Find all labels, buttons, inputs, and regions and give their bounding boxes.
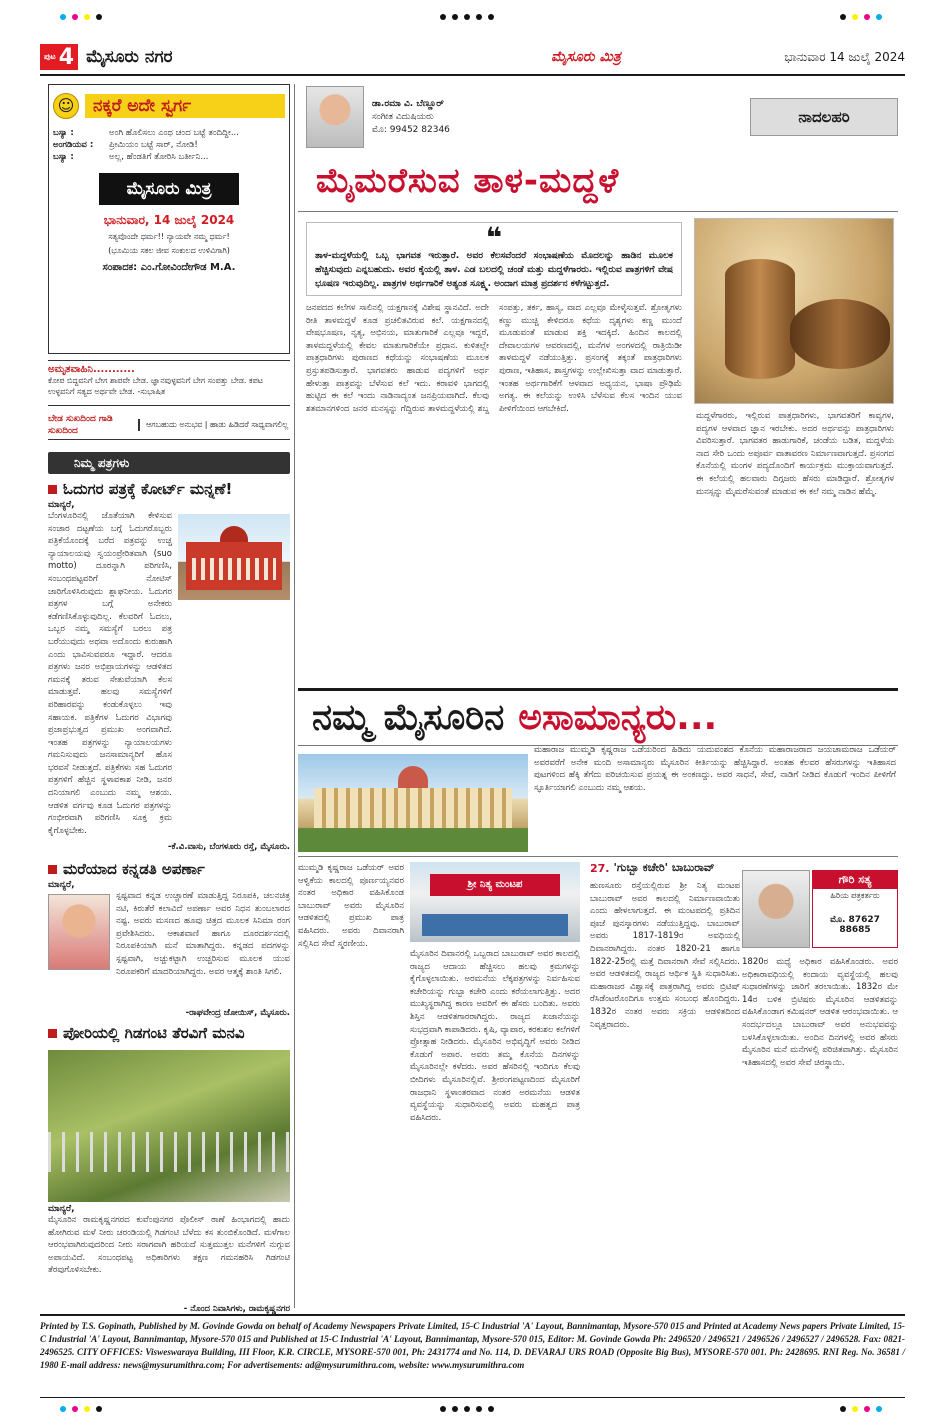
nithya-mantapa-photo [410, 862, 580, 942]
humor-dialogue [53, 127, 285, 163]
issue-date: ಭಾನುವಾರ 14 ಜುಲೈ 2024 [784, 49, 905, 64]
series-headline-part2: ಅಸಾಮಾನ್ಯರು... [518, 697, 718, 738]
feature-headline: ಮೈಮರೆಸುವ ತಾಳ-ಮದ್ದಳೆ [298, 150, 898, 212]
letters-banner: ನಿಮ್ಮ ಪತ್ರಗಳು [48, 452, 290, 474]
columnist-name: ಗೌರಿ ಸತ್ಯ [813, 871, 897, 889]
author-phone: ಮೊ: 99452 82346 [372, 124, 450, 135]
photo-structure [422, 914, 568, 936]
letter-3-title [48, 1024, 290, 1042]
feature-body-text: ಜನಪದದ ಕಲೆಗಳ ಸಾಲಿನಲ್ಲಿ ಯಕ್ಷಗಾನಕ್ಕೆ ವಿಶೇಷ ಸ್ಥಾನವಿದೆ. ಅದೇ ರೀತಿ ತಾಳಮದ್ದಳೆ ಕೂಡ ಪ್ರಚಲಿತವಿರುವ ಕಲೆ. ಯಕ್ಷಗಾನದಲ್ಲಿ ವೇಷಭೂಷಣ, ನೃತ್ಯ, ಅಭಿನಯ, ಮಾತುಗಾರಿಕೆ ಎಲ್ಲವೂ ಇದ್ದರೆ, ತಾಳಮದ್ದಳೆಯಲ್ಲಿ ಕೇವಲ ಮಾತುಗಾರಿಕೆಯೇ ಪ್ರಧಾನ. ಕುಳಿತಲ್ಲೇ ಪಾತ್ರಧಾರಿಗಳು ಪುರಾಣದ ಕಥೆಯನ್ನು ಸಂಭಾಷಣೆಯ ಮೂಲಕ ಪ್ರಸ್ತುತಪಡಿಸುತ್ತಾರೆ. ಭಾಗವತರು ಹಾಡುವ ಪದ್ಯಗಳಿಗೆ ಅರ್ಥ ಹೇಳುತ್ತಾ ಪಾತ್ರವನ್ನು ಬೆಳೆಸುವ ಕಲೆ ಇದು. ಕರಾವಳಿ ಭಾಗದಲ್ಲಿ ಹುಟ್ಟಿದ ಈ ಕಲೆ ಇಂದು ನಾಡಿನಾದ್ಯಂತ ಜನಪ್ರಿಯವಾಗಿದೆ. ಕೆಲವು ಶತಮಾನಗಳಿಂದ ಜನರ ಮನಸ್ಸನ್ನು ಗೆದ್ದಿರುವ ತಾಳಮದ್ದಳೆಯಲ್ಲಿ ಶಬ್ದ ಸಂಪತ್ತು, ತರ್ಕ, ಹಾಸ್ಯ, ವಾದ ಎಲ್ಲವೂ ಮೇಳೈಸುತ್ತವೆ. ಶ್ರೋತೃಗಳು ಕಣ್ಣು ಮುಚ್ಚಿ ಕೇಳಿದರೂ ಕಥೆಯ ದೃಶ್ಯಗಳು ಕಣ್ಣ ಮುಂದೆ ಮೂಡುವಂತೆ ಮಾಡುವ ಶಕ್ತಿ ಇದಕ್ಕಿದೆ. ಹಿಂದಿನ ಕಾಲದಲ್ಲಿ ದೇವಾಲಯಗಳ ಆವರಣದಲ್ಲಿ, ಮನೆಗಳ ಅಂಗಳದಲ್ಲಿ ರಾತ್ರಿಯಿಡೀ ತಾಳಮದ್ದಳೆ ನಡೆಯುತ್ತಿತ್ತು. ಪ್ರಸಂಗಕ್ಕೆ ತಕ್ಕಂತೆ ಪಾತ್ರಧಾರಿಗಳು ಪುರಾಣ, ಇತಿಹಾಸ, ಶಾಸ್ತ್ರಗಳನ್ನು ಉಲ್ಲೇಖಿಸುತ್ತಾ ವಾದ ಮಾಡುತ್ತಾರೆ. ಇಂತಹ ಅರ್ಥಗಾರಿಕೆಗೆ ಆಳವಾದ ಅಧ್ಯಯನ, ಭಾಷಾ ಪ್ರೌಢಿಮೆ ಅಗತ್ಯ. ಈ ಕಲೆಯನ್ನು ಉಳಿಸಿ ಬೆಳೆಸುವ ಕೆಲಸ ಇಂದಿನ ಯುವ ಪೀಳಿಗೆಯಿಂದ ಆಗಬೇಕಿದೆ. [306, 303, 682, 414]
article-column-c: ಹುಣಸೂರು ರಸ್ತೆಯಲ್ಲಿರುವ ಶ್ರೀ ನಿತ್ಯ ಮಂಟಪ ಬಾಬುರಾವ್ ಅವರ ಕಾಲದಲ್ಲಿ ನಿರ್ಮಾಣವಾಯಿತು ಎಂದು ಹೇಳಲಾಗುತ್ತದೆ. ಈ ಮಂಟಪದಲ್ಲಿ ಪ್ರತಿದಿನ ಪೂಜೆ ಪುನಸ್ಕಾರಗಳು ನಡೆಯುತ್ತಿದ್ದವು. ಬಾಬುರಾವ್ ಅವರು 1817-1819ರ ಅವಧಿಯಲ್ಲಿ ದಿವಾನರಾಗಿದ್ದರು. ನಂತರ 1820-21 ಹಾಗೂ 1822-25ರಲ್ಲಿ ಮತ್ತೆ ದಿವಾನರಾಗಿ ಸೇವೆ ಸಲ್ಲಿಸಿದರು. ಅವರ ಆಡಳಿತದಲ್ಲಿ ರಾಜ್ಯದ ಆರ್ಥಿಕ ಸ್ಥಿತಿ ಸುಧಾರಿಸಿತು. ಮಹಾರಾಜರ ವಿಶ್ವಾಸಕ್ಕೆ ಪಾತ್ರರಾಗಿದ್ದ ಅವರು ಬ್ರಿಟಿಷ್ ರೆಸಿಡೆಂಟರೊಂದಿಗೂ ಉತ್ತಮ ಸಂಬಂಧ ಹೊಂದಿದ್ದರು. 1832ರ ನಂತರ ಅವರು ಸಕ್ರಿಯ ಆಡಳಿತದಿಂದ ನಿವೃತ್ತರಾದರು. [590, 881, 740, 1030]
masthead-logo: ಮೈಸೂರು ಮಿತ್ರ [551, 49, 621, 65]
dialogue-text: ಅಂಗಿ ಹೊಲಿಸಲು ಎಂಥ ಚಂದ ಬಟ್ಟೆ ತಂದಿದ್ದೀ... [109, 128, 239, 138]
bullet-square-icon [48, 485, 57, 494]
letter-2-body: ಸ್ಪಷ್ಟವಾದ ಕನ್ನಡ ಉಚ್ಚಾರಣೆ ಮಾಡುತ್ತಿದ್ದ ನಿರೂಪಕಿ, ಚಲನಚಿತ್ರ ನಟಿ, ಕಿರುತೆರೆ ಕಲಾವಿದೆ ಅಪರ್ಣಾ ಅವರ ನಿಧನ ತುಂಬಲಾರದ ನಷ್ಟ. ಅವರು ಮಸಣದ ಹೂವು ಚಿತ್ರದ ಮೂಲಕ ಸಿನಿಮಾ ರಂಗ ಪ್ರವೇಶಿಸಿದರು. ಆಕಾಶವಾಣಿ ಹಾಗೂ ದೂರದರ್ಶನದಲ್ಲಿ ನಿರೂಪಕಿಯಾಗಿ ಮನೆ ಮಾತಾಗಿದ್ದರು. ಕನ್ನಡದ ಪದಗಳನ್ನು ಸ್ಪಷ್ಟವಾಗಿ, ಅಚ್ಚುಕಟ್ಟಾಗಿ ಉಚ್ಚರಿಸುವ ಮೂಲಕ ಯುವ ನಿರೂಪಕರಿಗೆ ಮಾದರಿಯಾಗಿದ್ದರು. ಅವರ ಆತ್ಮಕ್ಕೆ ಶಾಂತಿ ಸಿಗಲಿ. [116, 891, 290, 977]
mini-masthead-tagline: ಸತ್ಯವೊಂದೇ ಧರ್ಮ!! ನ್ಯಾಯವೇ ನಮ್ಮ ಧರ್ಮ! [108, 232, 230, 241]
letter-title-text: ಮರೆಯಾದ ಕನ್ನಡತಿ ಅಪರ್ಣಾ [63, 860, 205, 878]
amrutha-text: ಕೋಪ ಬಿದ್ದವನಿಗೆ ಬೇಗ ಶಾಪವೇ ಬೇಡ. ಜ್ಞಾನವುಳ್ಳವನಿಗೆ ಬೇಗ ಸಂಪತ್ತು ಬೇಡ. ಕಪಟ ಉಳ್ಳವನಿಗೆ ಸತ್ಯದ ಅರ್ಥವೇ ಬೇಡ. -ಸುಭಾಷಿತ [48, 376, 263, 396]
overgrown-drain-photo [48, 1050, 290, 1202]
letter-title-text: ಓದುಗರ ಪತ್ರಕ್ಕೆ ಕೋರ್ಟ್ ಮನ್ನಣೆ! [63, 480, 233, 498]
mantapa-sign: ಶ್ರೀ ನಿತ್ಯ ಮಂಟಪ [430, 874, 560, 896]
mini-masthead-subline: (ಭೂಮಿಯ ಸಕಲ ಜೀವ ಸಂಕುಲದ ಉಳಿವಿಗಾಗಿ) [108, 246, 230, 255]
author-name: ಡಾ.ರಮಾ ವಿ. ಬೆಣ್ಣೂರ್ [372, 98, 444, 109]
feature-side-column [688, 212, 898, 728]
letter-3-body: ಮೈಸೂರಿನ ರಾಮಕೃಷ್ಣನಗರದ ಕುವೆಂಪುನಗರ ಪೊಲೀಸ್ ಠಾಣೆ ಹಿಂಭಾಗದಲ್ಲಿ ಹಾದು ಹೋಗಿರುವ ಮಳೆ ನೀರು ಚರಂಡಿಯಲ್ಲಿ ಗಿಡಗಂಟಿ ಬೆಳೆದು ಕಸ ತುಂಬಿಕೊಂಡಿದೆ. ಮಳೆಗಾಲ ಆರಂಭವಾಗಿರುವುದರಿಂದ ನೀರು ಸರಾಗವಾಗಿ ಹರಿಯದೆ ಸುತ್ತಮುತ್ತಲ ಮನೆಗಳಿಗೆ ನುಗ್ಗುವ ಅಪಾಯವಿದೆ. ಸಂಬಂಧಪಟ್ಟ ಅಧಿಕಾರಿಗಳು ತಕ್ಷಣ ಗಮನಹರಿಸಿ ಗಿಡಗಂಟಿ ತೆರವುಗೊಳಿಸಬೇಕು. [48, 1215, 290, 1276]
author-role: ಸಂಗೀತ ವಿದುಷಿಯರು [372, 111, 434, 122]
dialogue-line [53, 151, 285, 163]
photo-columns [192, 558, 276, 580]
photo-palace-facade [314, 788, 512, 828]
amrutha-title: ಅಮೃತವಾಹಿನಿ........... [48, 364, 135, 375]
article-column-b: ಮೈಸೂರಿನ ದಿವಾನರಲ್ಲಿ ಒಬ್ಬರಾದ ಬಾಬುರಾವ್ ಅವರ ಕಾಲದಲ್ಲಿ ರಾಜ್ಯದ ಆದಾಯ ಹೆಚ್ಚಿಸಲು ಹಲವು ಕ್ರಮಗಳನ್ನು ಕೈಗೊಳ್ಳಲಾಯಿತು. ಅರಮನೆಯ ಲೆಕ್ಕಪತ್ರಗಳನ್ನು ನಿರ್ವಹಿಸುವ ಕಚೇರಿಯನ್ನು ಗುಬ್ಬಾ ಕಚೇರಿ ಎಂದು ಕರೆಯಲಾಗುತ್ತಿತ್ತು. ಅದರ ಮುಖ್ಯಸ್ಥರಾಗಿದ್ದ ಕಾರಣ ಅವರಿಗೆ ಈ ಹೆಸರು ಬಂದಿತು. ಅವರು ಶಿಸ್ತಿನ ಆಡಳಿತಗಾರರಾಗಿದ್ದರು. ರಾಜ್ಯದ ಖಜಾನೆಯನ್ನು ಸುಭದ್ರವಾಗಿ ಕಾಪಾಡಿದರು. ಕೃಷಿ, ವ್ಯಾಪಾರ, ಕರಕುಶಲ ಕಲೆಗಳಿಗೆ ಪ್ರೋತ್ಸಾಹ ನೀಡಿದರು. ಮೈಸೂರಿನ ಅಭಿವೃದ್ಧಿಗೆ ಅವರು ನೀಡಿದ ಕೊಡುಗೆ ಅಪಾರ. ಅವರು ತಮ್ಮ ಕೊನೆಯ ದಿನಗಳನ್ನು ಮೈಸೂರಿನಲ್ಲೇ ಕಳೆದರು. ಅವರ ಹೆಸರಿನಲ್ಲಿ ಇಂದಿಗೂ ಕೆಲವು ಬೀದಿಗಳು ಮೈಸೂರಿನಲ್ಲಿವೆ. ಶ್ರೀರಂಗಪಟ್ಟಣದಿಂದ ಮೈಸೂರಿಗೆ ರಾಜಧಾನಿ ಸ್ಥಳಾಂತರವಾದ ನಂತರ ಅರಮನೆಯ ಆಡಳಿತ ವ್ಯವಸ್ಥೆಯನ್ನು ಸುಧಾರಿಸುವಲ್ಲಿ ಅವರು ಮಹತ್ವದ ಪಾತ್ರ ವಹಿಸಿದರು. [410, 949, 580, 1123]
mini-masthead: ಮೈಸೂರು ಮಿತ್ರ [99, 173, 239, 205]
registration-marks [840, 1406, 882, 1412]
article-subheading [590, 858, 740, 878]
letter-3-signature: - ನೊಂದ ನಿವಾಸಿಗಳು, ರಾಮಕೃಷ್ಣನಗರ [183, 1304, 290, 1314]
series-headline-part1: ನಮ್ಮ ಮೈಸೂರಿನ [312, 697, 505, 738]
author-byline [298, 84, 898, 150]
editor-line: ಸಂಪಾದಕ: ಎಂ.ಗೋವಿಂದೇಗೌಡ M.A. [102, 262, 236, 273]
page-number: 4 [58, 44, 75, 70]
registration-marks [440, 14, 494, 20]
letter-title-text: ಪೋರಿಯಲ್ಲಿ ಗಿಡಗಂಟಿ ತೆರವಿಗೆ ಮನವಿ [63, 1024, 245, 1042]
feature-side-text: ಮದ್ದಳೆಗಾರರು, ಇಲ್ಲಿರುವ ಪಾತ್ರಧಾರಿಗಳು, ಭಾಗವತರಿಗೆ ಕಾವ್ಯಗಳ, ಪದ್ಯಗಳ ಆಳವಾದ ಜ್ಞಾನ ಇರಬೇಕು. ಅದರ ಅರ್ಥವನ್ನು ಪಾತ್ರಧಾರಿಗಳು ವಿವರಿಸುತ್ತಾರೆ. ಭಾಗವತರ ಹಾಡುಗಾರಿಕೆ, ಚಂಡೆಯ ಬಡಿತ, ಮದ್ದಳೆಯ ನಾದ ಸೇರಿ ಒಂದು ಅಪೂರ್ವ ವಾತಾವರಣ ನಿರ್ಮಾಣವಾಗುತ್ತದೆ. ಪ್ರಸಂಗದ ಕೊನೆಯಲ್ಲಿ ಮಂಗಳ ಪದ್ಯದೊಂದಿಗೆ ಕಾರ್ಯಕ್ರಮ ಮುಕ್ತಾಯವಾಗುತ್ತದೆ. ಈ ಕಲೆಯಲ್ಲಿ ಹಲವಾರು ದಿಗ್ಗಜರು ಹೆಸರು ಮಾಡಿದ್ದಾರೆ. ಶ್ರೋತೃಗಳ ಮನಸ್ಸನ್ನು ಮೈಮರೆಸುವಂತೆ ಮಾಡುವ ಈ ಕಲೆ ನಮ್ಮ ನಾಡಿನ ಹೆಮ್ಮೆ. [696, 411, 894, 497]
article-column-a: ಮುಮ್ಮಡಿ ಕೃಷ್ಣರಾಜ ಒಡೆಯರ್ ಅವರ ಆಳ್ವಿಕೆಯ ಕಾಲದಲ್ಲಿ ಪೂರ್ಣಯ್ಯನವರ ನಂತರ ಅಧಿಕಾರ ವಹಿಸಿಕೊಂಡ ಬಾಬುರಾವ್ ಅವರು ಮೈಸೂರಿನ ಆಡಳಿತದಲ್ಲಿ ಪ್ರಮುಖ ಪಾತ್ರ ವಹಿಸಿದರು. ಅವರು ದಿವಾನರಾಗಿ ಸಲ್ಲಿಸಿದ ಸೇವೆ ಸ್ಮರಣೀಯ. [298, 863, 404, 949]
drums-photo [694, 218, 894, 404]
speaker: ಬಸ್ಯಾ : [53, 152, 74, 162]
page-header [40, 40, 905, 76]
pull-quote-text: ತಾಳ-ಮದ್ದಳೆಯಲ್ಲಿ ಒಬ್ಬ ಭಾಗವತ ಇರುತ್ತಾರೆ. ಅವರ ಕೆಲಸವೆಂದರೆ ಸಂಭಾಷಣೆಯ ಮೊದಲನ್ನು ಹಾಡಿನ ಮೂಲಕ ಹೆಚ್ಚಿಸುವುದು ಎನ್ನಬಹುದು. ಅವರ ಕೈಯಲ್ಲಿ ತಾಳ. ಎಡ ಬಲದಲ್ಲಿ ಚಂಡೆ ಮತ್ತು ಮದ್ದಳೆಗಾರರು. ಇಲ್ಲಿರುವ ಪಾತ್ರಗಳಿಗೆ ವೇಷ ಭೂಷಣ ಇರುವುದಿಲ್ಲ. ಪಾತ್ರಗಳ ಅರ್ಥಗಾರಿಕೆ ಅತ್ಯಂತ ಸೂಕ್ಷ್ಮ. ಅಂದಾಗ ಮಾತ್ರ ಪ್ರದರ್ಶನ ಕಳೆಗಟ್ಟುತ್ತದೆ. [315, 251, 673, 289]
letter-salutation: ಮಾನ್ಯರೆ, [48, 1204, 75, 1214]
humor-header [53, 89, 285, 123]
columnist-role: ಹಿರಿಯ ಪತ್ರಕರ್ತರು [830, 891, 880, 900]
columnist-photo [742, 870, 810, 948]
letter-1-signature: -ಕೆ.ವಿ.ವಾಸು, ಬೆಂಗಳೂರು ರಸ್ತೆ, ಮೈಸೂರು. [167, 842, 290, 852]
proverb-answer: ಆಗಬಹುದು ಅನುಭವ | ಹಾಡು ಹಿಡಿದರೆ ಸಾಧ್ಯವಾಗಲಿಲ್ಲ [138, 419, 288, 431]
letter-1-title [48, 480, 290, 498]
mysore-palace-photo [298, 754, 528, 852]
high-court-photo [178, 514, 290, 600]
photo-maddale-drum [725, 259, 795, 379]
bullet-square-icon [48, 865, 57, 874]
speaker: ಅಂಗಡಿಯವ : [53, 140, 94, 150]
registration-marks [440, 1406, 494, 1412]
registration-marks [60, 1406, 102, 1412]
column-divider [294, 84, 295, 1308]
author-info [372, 98, 450, 137]
dialogue-line [53, 139, 285, 151]
feature-body [298, 212, 898, 728]
registration-marks [60, 14, 102, 20]
author-photo [306, 86, 364, 148]
letter-2-title [48, 860, 290, 878]
speaker: ಬಸ್ಯಾ : [53, 128, 74, 138]
dialogue-text: ಪ್ರೀಮಿಯಂ ಬಟ್ಟೆ ಸಾರ್, ನೋಡಿ! [109, 140, 198, 150]
humor-title: ನಕ್ಕರೆ ಅದೇ ಸ್ವರ್ಗ [85, 94, 285, 118]
dialogue-line [53, 127, 285, 139]
letter-salutation: ಮಾನ್ಯರೆ, [48, 500, 75, 510]
photo-fence [48, 1132, 290, 1172]
article-column-d: 1820ರ ಮಧ್ಯೆ ಅಧಿಕಾರ ವಹಿಸಿಕೊಂಡರು. ಅವರ ಅಧಿಕಾರಾವಧಿಯಲ್ಲಿ ಕಂದಾಯ ವ್ಯವಸ್ಥೆಯಲ್ಲಿ ಹಲವು ಸುಧಾರಣೆಗಳನ್ನು ಜಾರಿಗೆ ತರಲಾಯಿತು. 1832ರ ಮೇ 14ರ ಬಳಿಕ ಬ್ರಿಟಿಷರು ಮೈಸೂರಿನ ಆಡಳಿತವನ್ನು ವಹಿಸಿಕೊಂಡಾಗ ಕಮಿಷನರ್ ಆಡಳಿತ ಆರಂಭವಾಯಿತು. ಆ ಸಂದರ್ಭದಲ್ಲೂ ಬಾಬುರಾವ್ ಅವರ ಅನುಭವವನ್ನು ಬಳಸಿಕೊಳ್ಳಲಾಯಿತು. ಅಂದಿನ ದಿನಗಳಲ್ಲಿ ಅವರ ಹೆಸರು ಮೈಸೂರಿನ ಮನೆ ಮನೆಗಳಲ್ಲಿ ಪರಿಚಿತವಾಗಿತ್ತು. ಮೈಸೂರಿನ ಇತಿಹಾಸದಲ್ಲಿ ಅವರ ಸೇವೆ ಚಿರಸ್ಥಾಯಿ. [742, 957, 898, 1068]
left-column [48, 84, 290, 1314]
page-label: ಪುಟ [44, 52, 56, 61]
bullet-square-icon [48, 1029, 57, 1038]
columnist-byline [812, 870, 898, 948]
photo-chande-drum [790, 299, 890, 369]
page-number-box [40, 44, 78, 70]
letter-2-signature: -ರಾಘವೇಂದ್ರ ಜೋಯಿಸ್, ಮೈಸೂರು. [185, 1008, 290, 1018]
letter-salutation: ಮಾನ್ಯರೆ, [48, 880, 75, 890]
subheading-number: 27. [590, 861, 610, 875]
proverb-box [48, 410, 290, 440]
registration-marks [840, 14, 882, 20]
letter-1-body: ಬೆಂಗಳೂರಿನಲ್ಲಿ ಜೊತೆಯಾಗಿ ಕೇಳಿಸುವ ಸಂಚಾರ ದಟ್ಟಣೆಯ ಬಗ್ಗೆ ಓದುಗರೊಬ್ಬರು ಪತ್ರಿಕೆಯೊಂದಕ್ಕೆ ಬರೆದ ಪತ್ರವನ್ನು ಉಚ್ಚ ನ್ಯಾಯಾಲಯವು ಸ್ವಯಂಪ್ರೇರಿತವಾಗಿ (suo motto) ದೂರನ್ನಾಗಿ ಪರಿಗಣಿಸಿ, ಸಂಬಂಧಪಟ್ಟವರಿಗೆ ನೋಟಿಸ್ ಜಾರಿಗೊಳಿಸಿರುವುದು ಶ್ಲಾಘನೀಯ. ಓದುಗರ ಪತ್ರಗಳ ಬಗ್ಗೆ ಅನೇಕರು ಕಡೆಗಣಿಸಿಕೊಳ್ಳುವುದಿಲ್ಲ. ಕೆಲವರಿಗೆ ಓದಲು, ಒಬ್ಬರ ನಮ್ಮ ಸಮಸ್ಯೆಗೆ ಬರಲು ಪತ್ರ ಬರೆಯುವುದು ಅಥವಾ ಅದೊಂದು ಕುರುಹಾಗಿ ಎಂದು ಭಾವಿಸುವವರೂ ಇದ್ದಾರೆ. ಆದರೂ ಪತ್ರಗಳು ಜನರ ಅಭಿಪ್ರಾಯಗಳನ್ನು ಆಡಳಿತದ ಗಮನಕ್ಕೆ ತರುವ ಸೇತುವೆಯಾಗಿ ಕೆಲಸ ಮಾಡುತ್ತವೆ. ಹಲವು ಸಮಸ್ಯೆಗಳಿಗೆ ಪರಿಹಾರವನ್ನು ಕಂಡುಕೊಳ್ಳಲು ಇವು ಸಹಾಯಕ. ಪತ್ರಿಕೆಗಳ ಓದುಗರ ವಿಭಾಗವು ಪ್ರಜಾಪ್ರಭುತ್ವದ ಪ್ರಮುಖ ಅಂಗವಾಗಿದೆ. ಇಂತಹ ಪತ್ರಗಳನ್ನು ನ್ಯಾಯಾಲಯಗಳು ಗಮನಿಸುವುದು ಜನಸಾಮಾನ್ಯರಿಗೆ ಹೊಸ ಭರವಸೆ ನೀಡುತ್ತದೆ. ಪತ್ರಿಕೆಗಳು ಸಹ ಓದುಗರ ಪತ್ರಗಳಿಗೆ ಹೆಚ್ಚಿನ ಸ್ಥಳಾವಕಾಶ ನೀಡಿ, ಜನರ ದನಿಯಾಗಲಿ ಎಂಬುದು ನಮ್ಮ ಆಶಯ. ಆಡಳಿತ ವರ್ಗವು ಕೂಡ ಓದುಗರ ಪತ್ರಗಳನ್ನು ಗಂಭೀರವಾಗಿ ಪರಿಗಣಿಸಿ ಸೂಕ್ತ ಕ್ರಮ ಕೈಗೊಳ್ಳಬೇಕು. [48, 511, 172, 836]
quote-mark-icon: ❝ [485, 221, 503, 254]
actress-portrait-photo [48, 894, 110, 970]
mini-masthead-date: ಭಾನುವಾರ, 14 ಜುಲೈ 2024 [103, 213, 235, 227]
amrutha-box [48, 360, 290, 406]
proverb-question: ಬೇಡ ಸುಖದಿಂದ ಗಾಡಿ ಸುಖದಿಂದ [48, 413, 113, 436]
section-title: ಮೈಸೂರು ನಗರ [86, 47, 173, 67]
series-intro: ಮಹಾರಾಜ ಮುಮ್ಮಡಿ ಕೃಷ್ಣರಾಜ ಒಡೆಯರಿಂದ ಹಿಡಿದು ಯದುವಂಶದ ಕೊನೆಯ ಮಹಾರಾಜರಾದ ಜಯಚಾಮರಾಜ ಒಡೆಯರ್ ಅವರವರೆಗೆ ಅನೇಕ ಮಂದಿ ಅಸಾಮಾನ್ಯರು ಮೈಸೂರಿನ ಕೀರ್ತಿಯನ್ನು ಹೆಚ್ಚಿಸಿದ್ದಾರೆ. ಅಂತಹ ಕೆಲವರ ಹೆಸರುಗಳನ್ನು ಇತಿಹಾಸದ ಪುಟಗಳಿಂದ ಹೆಕ್ಕಿ ತೆಗೆದು ಪರಿಚಯಿಸುವ ಪ್ರಯತ್ನ ಈ ಅಂಕಣದ್ದು. ಅವರ ಸಾಧನೆ, ಸೇವೆ, ನಾಡಿಗೆ ನೀಡಿದ ಕೊಡುಗೆ ಇಂದಿನ ಪೀಳಿಗೆಗೆ ಸ್ಫೂರ್ತಿಯಾಗಲಿ ಎಂಬುದು ನಮ್ಮ ಆಶಯ. [534, 745, 896, 793]
feature-article [298, 84, 898, 728]
dialogue-text: ಅಲ್ಲ, ಹೆಂಡತಿಗೆ ತೋರಿಸಿ ಬರ್ತೀನಿ... [109, 152, 209, 162]
section-divider [298, 856, 898, 857]
subheading-text: 'ಗುಬ್ಬಾ ಕಚೇರಿ' ಬಾಬುರಾವ್ [613, 861, 715, 874]
humor-box [48, 84, 290, 354]
column-name-badge: ನಾದಲಹರಿ [750, 98, 898, 136]
columnist-phone: ಮೊ. 87627 88685 [830, 915, 880, 935]
print-imprint: Printed by T.S. Gopinath, Published by M. Govinde Gowda on behalf of Academy Newspapers Private Limited, 15-C Industrial 'A' Layout, Bannimantap, Mysore-570 015 and Printed at Academy News papers Private Limited, 15-C Industrial 'A' Layout, Bannimantap, Mysore-570 015 and Published at 15-C Industrial 'A' Layout, Bannimantap, Mysore-570 015, Editor: M. Govinde Gowda Ph: 2496520 / 2496521 / 2496526 / 2496527 / 2496528. Fax: 0821-2496525. CITY OFFICES: Visweswaraya Building, III Floor, K.R. CIRCLE, MYSORE-570 001, Ph: 2431774 and No. 114, D. DEVARAJ URS ROAD (Opposite Big Bus), MYSORE-570 001. Ph: 2428695. RNI Reg. No. 36581 / 1980 E-mail address: news@mysurumithra.com; For advertisements: ad@mysurumithra.com, website: www.mysurumithra.com [40, 1314, 905, 1398]
laughing-face-icon: ☺ [53, 93, 79, 119]
pull-quote [306, 222, 682, 296]
series-headline [298, 688, 898, 746]
feature-text-column [298, 212, 688, 728]
